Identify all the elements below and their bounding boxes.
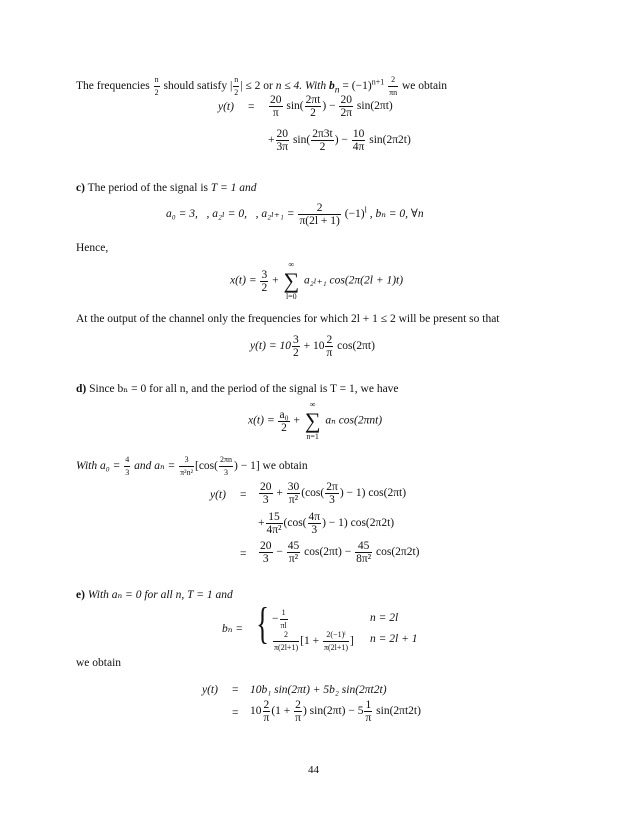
equation-bn-case2: $\frac{2}{\pi(2l+1)}$ [1 + $\frac{\text{2(−1)ˡ}}{\pi(2l+1)}$ ] xyxy=(274,630,354,652)
equation-bn-case1-cond: n = 2l xyxy=(370,612,399,624)
equation-eq-sign: = xyxy=(248,101,255,113)
equation-y-d-row2: + $\frac{15}{\text{4π²}}$ (cos( $\frac{4\pi}{3}$ ) − 1) cos(2π2t) xyxy=(258,511,395,536)
equation-y-t-e-eq2: = xyxy=(232,707,239,719)
equation-y-t-d-lhs: y(t) xyxy=(210,489,226,501)
hence-text: Hence, xyxy=(76,242,109,254)
equation-y-row1: $\frac{20}{\pi}$ sin( $\frac{2\pi t}{2}$ ) − $\frac{20}{2\pi}$ sin(2πt) xyxy=(270,94,393,119)
equation-coefficients-c: a₀ = 3, , a₂ₗ = 0, , a₂ₗ₊₁ = $\frac{2}{\pi(2l + 1)}$ $(-1)^l$ , bₙ = 0, ∀n xyxy=(166,202,424,227)
equation-bn-case1: − $\frac{1}{\pi l}$ xyxy=(272,608,287,630)
equation-y-t-1: y(t) xyxy=(218,101,234,113)
part-d-text: d) Since bₙ = 0 for all n, and the period of the signal is T = 1, we have xyxy=(76,383,399,395)
part-c-text: c) The period of the signal is T = 1 and xyxy=(76,182,257,194)
equation-bn-lhs: bₙ = xyxy=(222,623,244,635)
equation-y-e-row1: 10b₁ sin(2πt) + 5b₂ sin(2πt2t) xyxy=(250,684,387,696)
equation-y-t-e-lhs: y(t) xyxy=(202,684,218,696)
equation-bn-brace: { xyxy=(256,599,269,648)
equation-y-row2: + $\frac{20}{3\pi}$ sin( $\frac{2\pi 3t}{2}$ ) − $\frac{10}{4\pi}$ sin(2π2t) xyxy=(268,128,411,153)
equation-x-t-d: x(t) = $\frac{\text{a₀}}{2}$ + ∞ ∑ n=1 aₙ cos(2πnt) xyxy=(248,400,383,441)
page-number: 44 xyxy=(308,764,319,776)
paragraph-channel-output: At the output of the channel only the frequencies for which 2l + 1 ≤ 2 will be present so that xyxy=(76,313,500,325)
equation-x-t-c: x(t) = $\frac{3}{2}$ + ∞ ∑ l=0 a₂ₗ₊₁ cos(2π(2l + 1)t) xyxy=(230,260,404,301)
equation-bn-case2-cond: n = 2l + 1 xyxy=(370,633,418,645)
we-obtain-text: we obtain xyxy=(76,657,122,669)
equation-y-t-d-eq: = xyxy=(240,489,247,501)
equation-y-d-row3-eq: = xyxy=(240,548,247,560)
equation-y-d-row3: $\frac{20}{3}$ − $\frac{45}{\text{π²}}$ cos(2πt) − $\frac{45}{\text{8π²}}$ cos(2π2t) xyxy=(260,540,420,565)
part-e-text: e) With aₙ = 0 for all n, T = 1 and xyxy=(76,589,233,601)
equation-y-e-row2: 10 $\frac{2}{\pi}$ (1 + $\frac{2}{\pi}$ ) sin(2πt) − 5 $\frac{1}{\pi}$ sin(2πt2t) xyxy=(250,699,421,724)
paragraph-frequencies: The frequencies $\frac{n}{2}$ should satisfy | $\frac{n}{2}$ | ≤ 2 or n ≤ 4. With $b_n = (-1)^{n+1}$ $\frac{2}{\pi n}$ we obtain xyxy=(76,75,448,97)
equation-y-d-row1: $\frac{20}{3}$ + $\frac{30}{\text{π²}}$ (cos( $\frac{2\pi}{3}$ ) − 1) cos(2πt) xyxy=(260,481,407,506)
equation-y-t-c: y(t) = 10 $\frac{3}{2}$ + 10 $\frac{2}{\pi}$ cos(2πt) xyxy=(250,334,375,359)
equation-y-t-e-eq1: = xyxy=(232,684,239,696)
paragraph-with-a0: With a₀ = $\frac{4}{3}$ and aₙ = $\frac{3}{\text{π²n²}}$ [cos( $\frac{2\pi n}{3}$ ) − 1] we obtain xyxy=(76,455,308,477)
